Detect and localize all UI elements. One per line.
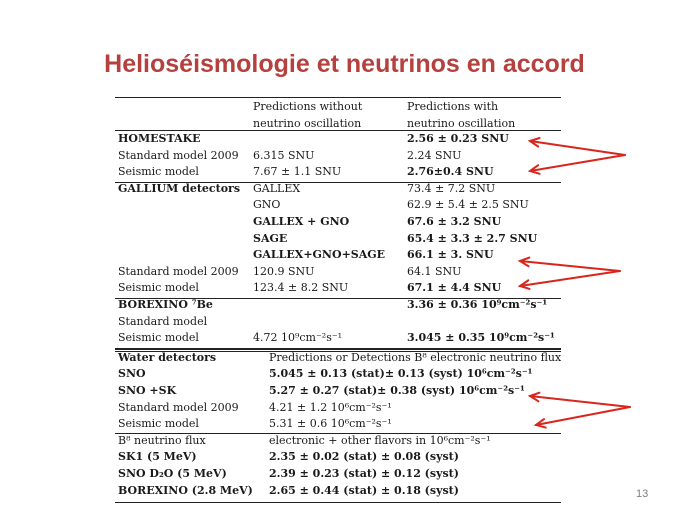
table-cell-with: 3.36 ± 0.36 10⁹cm⁻²s⁻¹ — [407, 298, 548, 311]
table-cell-label: Seismic model — [118, 165, 199, 179]
table-cell-label: Standard model 2009 — [118, 264, 239, 278]
table-cell-without: 5.31 ± 0.6 10⁶cm⁻²s⁻¹ — [269, 417, 392, 431]
table-cell-without: 2.65 ± 0.44 (stat) ± 0.18 (syst) — [269, 483, 459, 497]
table-cell-without: 2.35 ± 0.02 (stat) ± 0.08 (syst) — [269, 450, 459, 464]
table-cell-label: BOREXINO ⁷Be — [118, 298, 213, 311]
table-cell-without: Predictions or Detections B⁸ electronic neutrino flux — [269, 350, 562, 364]
table-cell-with: 65.4 ± 3.3 ± 2.7 SNU — [407, 231, 538, 245]
table-cell-with: 2.24 SNU — [407, 148, 462, 162]
header-col2-line2: neutrino oscillation — [253, 117, 362, 130]
table-cell-label: Standard model — [118, 314, 208, 328]
table-cell-label: Seismic model — [118, 331, 199, 345]
table-cell-with: 67.6 ± 3.2 SNU — [407, 215, 502, 228]
arrow-line — [530, 141, 625, 155]
table-cell-without: 7.67 ± 1.1 SNU — [253, 165, 342, 179]
table-cell-label: Seismic model — [118, 417, 199, 431]
table-cell-without: 2.39 ± 0.23 (stat) ± 0.12 (syst) — [269, 467, 459, 480]
table-cell-label: SNO — [118, 367, 146, 381]
table-cell-label: BOREXINO (2.8 MeV) — [118, 483, 253, 497]
table-cell-with: 2.56 ± 0.23 SNU — [407, 132, 509, 145]
table-cell-label: HOMESTAKE — [118, 132, 201, 145]
table-cell-without: GALLEX — [253, 181, 301, 195]
table-cell-without: 123.4 ± 8.2 SNU — [253, 281, 349, 295]
table-cell-label: Standard model 2009 — [118, 148, 239, 162]
table-cell-without: 6.315 SNU — [253, 148, 315, 162]
table-cell-label: SNO D₂O (5 MeV) — [118, 467, 227, 480]
arrow-line — [530, 155, 625, 171]
table-cell-with: 3.045 ± 0.35 10⁹cm⁻²s⁻¹ — [407, 331, 555, 345]
table-cell-with: 73.4 ± 7.2 SNU — [407, 181, 496, 195]
header-col3-line1: Predictions with — [407, 100, 499, 113]
arrow-line — [520, 261, 620, 271]
table-cell-label: Seismic model — [118, 281, 199, 295]
table-cell-label: SK1 (5 MeV) — [118, 450, 197, 464]
table-cell-without: 4.72 10⁹cm⁻²s⁻¹ — [253, 331, 343, 345]
table-cell-label: SNO +SK — [118, 384, 177, 397]
header-col3-line2: neutrino oscillation — [407, 117, 516, 130]
table-cell-with: 64.1 SNU — [407, 264, 462, 278]
table-cell-without: 120.9 SNU — [253, 264, 315, 278]
header-col2-line1: Predictions without — [253, 100, 363, 113]
table-cell-label: B⁸ neutrino flux — [118, 433, 206, 447]
table-cell-label: Water detectors — [118, 350, 217, 364]
table-cell-without: GALLEX + GNO — [253, 215, 350, 228]
table-cell-with: 2.76±0.4 SNU — [407, 165, 494, 179]
table-cell-with: 66.1 ± 3. SNU — [407, 248, 494, 262]
table-cell-without: GNO — [253, 198, 281, 212]
table-cell-without: 5.045 ± 0.13 (stat)± 0.13 (syst) 10⁶cm⁻²s⁻¹ — [269, 367, 533, 381]
slide-title: Helioséismologie et neutrinos en accord — [104, 50, 585, 78]
table-cell-without: 4.21 ± 1.2 10⁶cm⁻²s⁻¹ — [269, 400, 392, 414]
table-cell-with: 62.9 ± 5.4 ± 2.5 SNU — [407, 198, 529, 212]
arrow-line — [536, 407, 630, 425]
table-cell-without: SAGE — [253, 231, 288, 245]
table-cell-without: 5.27 ± 0.27 (stat)± 0.38 (syst) 10⁶cm⁻²s⁻¹ — [269, 384, 525, 397]
arrow-line — [520, 271, 620, 286]
arrow-line — [530, 396, 630, 407]
table-cell-label: Standard model 2009 — [118, 400, 239, 414]
table-cell-with: 67.1 ± 4.4 SNU — [407, 281, 502, 295]
table-cell-label: GALLIUM detectors — [118, 181, 241, 195]
table-cell-without: GALLEX+GNO+SAGE — [253, 248, 386, 262]
page-number: 13 — [636, 488, 649, 500]
table-cell-without: electronic + other flavors in 10⁶cm⁻²s⁻¹ — [269, 433, 491, 447]
